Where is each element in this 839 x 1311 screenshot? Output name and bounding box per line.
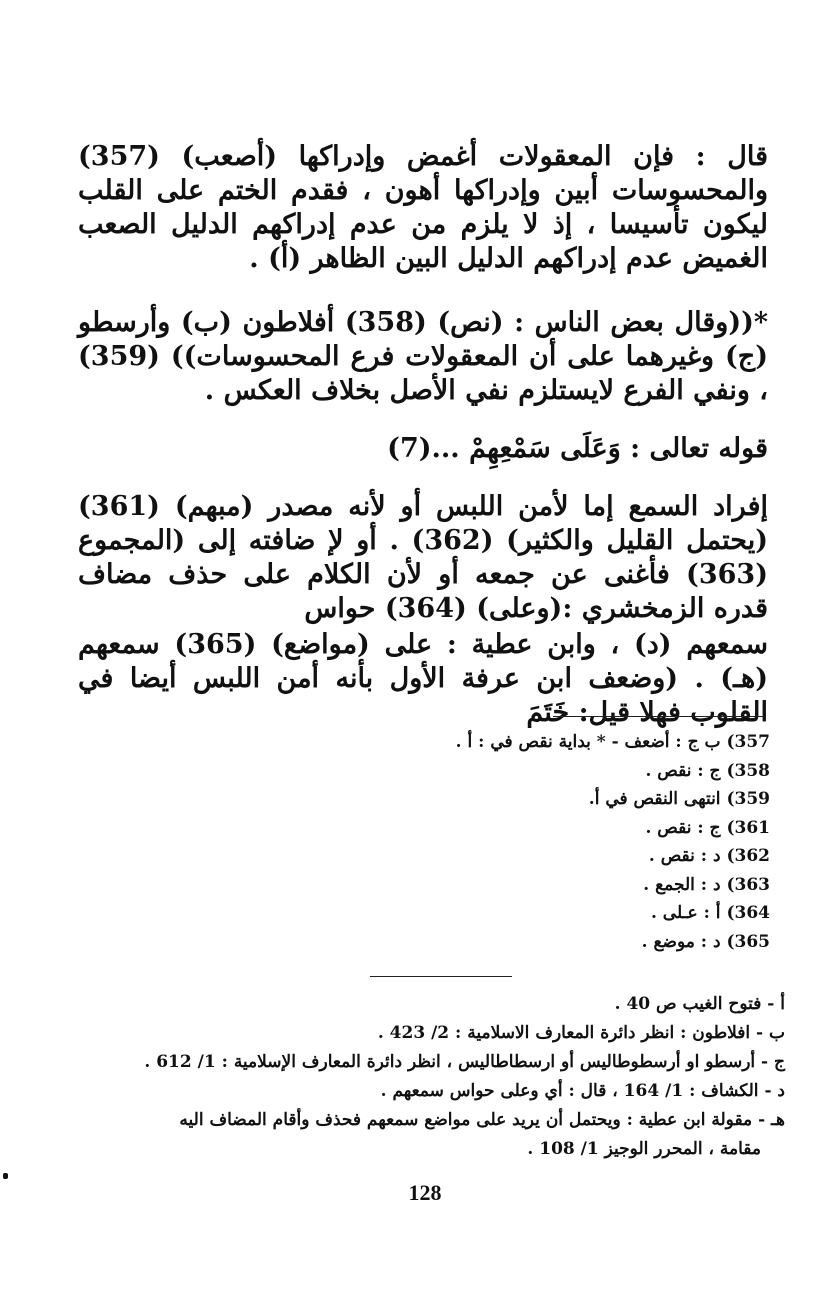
reference-item: أ - فتوح الغيب ص 40 . <box>614 994 785 1014</box>
footnote-item: 361) ج : نقص . <box>645 817 770 838</box>
reference-item-continuation: مقامة ، المحرر الوجيز 1/ 108 . <box>527 1139 761 1159</box>
verse-heading: قوله تعالى : وَعَلَى سَمْعِهِمْ ...(7) <box>387 433 768 464</box>
footnote-item: 363) د : الجمع . <box>643 874 770 895</box>
footnote-item: 365) د : موضع . <box>641 931 770 952</box>
reference-item: ب - افلاطون : انظر دائرة المعارف الاسلامية : 2/ 423 . <box>377 1023 785 1043</box>
numbered-footnotes <box>360 728 770 956</box>
footnote-item: 364) أ : عـلى . <box>650 903 770 923</box>
reference-item <box>95 1106 785 1164</box>
footnote-item: 359) انتهى النقص في أ. <box>588 789 770 809</box>
footnote-item: 362) د : نقص . <box>648 846 770 866</box>
footnote-item: 358) ج : نقص . <box>645 760 770 781</box>
reference-item-text: هـ - مقولة ابن عطية : ويحتمل أن يريد على مواضع سمعهم فحذف وأقام المضاف اليه <box>179 1110 785 1130</box>
paragraph-2: *((وقال بعض الناس : (نص) (358) أفلاطون (ب) وأرسطو (ج) وغيرهما على أن المعقولات فرع المحسوسات)) (359) ، ونفي الفرع لايستلزم نفي الأصل بخلاف العكس . <box>78 307 768 406</box>
scan-mark <box>3 1173 8 1179</box>
footnote-divider-lower <box>370 976 512 977</box>
footnote-divider-upper <box>553 716 764 717</box>
paragraph-1: قال : فإن المعقولات أغمض وإدراكها (أصعب) (357) والمحسوسات أبين وإدراكها أهون ، فقدم الختم على القلب ليكون تأسيسا ، إذ لا يلزم من عدم إدراكهم الدليل الصعب الغميض عدم إدراكهم الدليل البين الظاهر (أ) . <box>78 141 768 274</box>
paragraph-3: إفراد السمع إما لأمن اللبس أو لأنه مصدر (مبهم) (361) (يحتمل القليل والكثير) (362) . أو لإ ضافته إلى (المجموع (363) فأغنى عن جمعه أو لأن الكلام على حذف مضاف قدره الزمخشري :(وعلى) (364) حواس <box>78 491 769 624</box>
reference-item: ج - أرسطو او أرسطوطاليس أو ارسطاطاليس ، انظر دائرة المعارف الإسلامية : 1/ 612 . <box>144 1052 785 1072</box>
reference-footnotes <box>95 990 785 1164</box>
page-number: 128 <box>408 1180 442 1205</box>
footnote-item: 357) ب ج : أضعف - * بداية نقص في : أ . <box>455 732 770 752</box>
paragraph-4: سمعهم (د) ، وابن عطية : على (مواضع) (365) سمعهم (هـ) . (وضعف ابن عرفة الأول بأنه أمن اللبس أيضا في القلوب فهلا قيل: خَتَمَ <box>78 629 768 728</box>
reference-item: د - الكشاف : 1/ 164 ، قال : أي وعلى حواس سمعهم . <box>380 1081 785 1101</box>
